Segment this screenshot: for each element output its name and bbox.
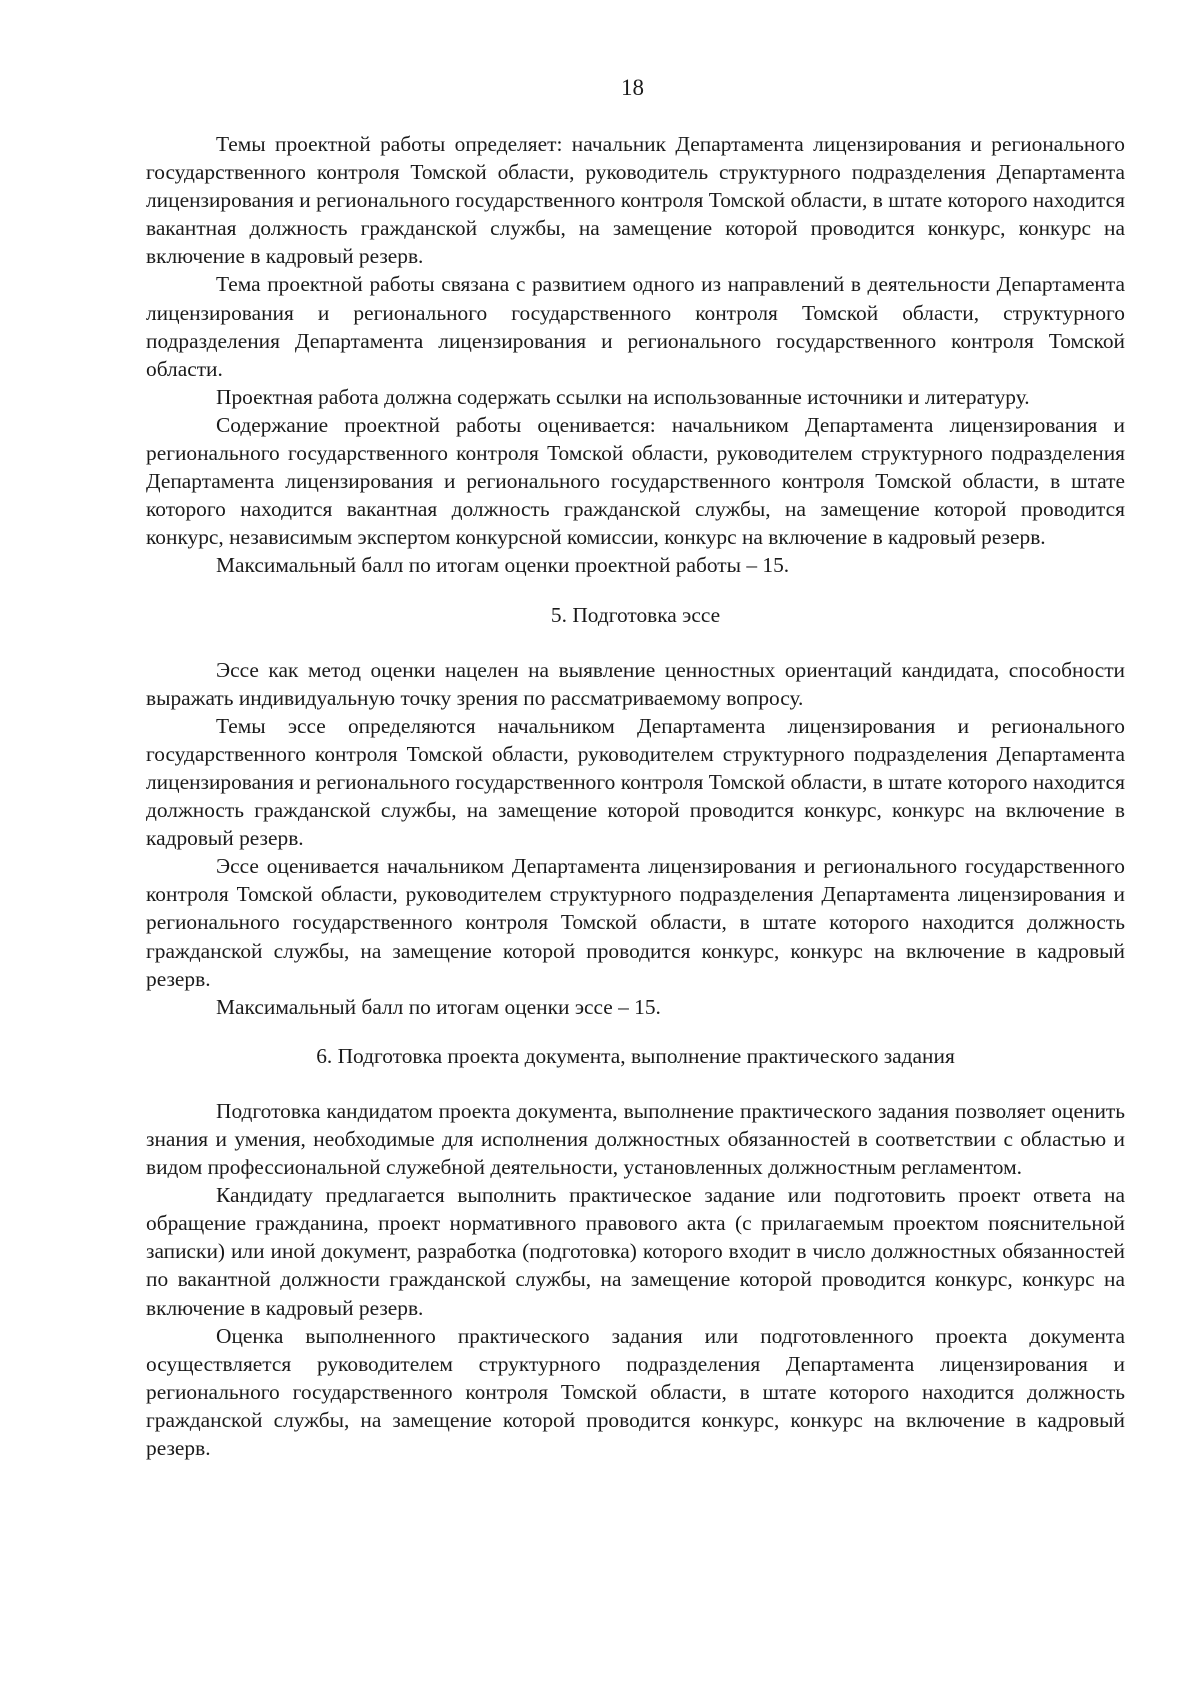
page-number: 18	[621, 75, 644, 100]
paragraph: Максимальный балл по итогам оценки эссе – 15.	[216, 994, 661, 1019]
paragraph: Проектная работа должна содержать ссылки на использованные источники и литературу.	[216, 384, 1030, 409]
paragraph: Содержание проектной работы оценивается: начальником Департамента лицензирования и регионального государственного контроля Томской области, руководителем структурного подразделения Департамента лицензирования и регионального государственного контроля Томской области, в штате которого находится вакантная должность гражданской службы, на замещение которой проводится конкурс, независимым экспертом конкурсной комиссии, конкурс на включение в кадровый резерв.	[146, 412, 1125, 550]
paragraph: Эссе оценивается начальником Департамента лицензирования и регионального государственного контроля Томской области, руководителем структурного подразделения Департамента лицензирования и регионального государственного контроля Томской области, в штате которого находится должность гражданской службы, на замещение которой проводится конкурс, конкурс на включение в кадровый резерв.	[146, 854, 1125, 991]
section-heading-essay: 5. Подготовка эссе	[550, 602, 721, 627]
paragraph: Кандидату предлагается выполнить практическое задание или подготовить проект ответа на обращение гражданина, проект нормативного правового акта (с прилагаемым проектом пояснительной записки) или иной документ, разработка (подготовка) которого входит в число должностных обязанностей по вакантной должности гражданской службы, на замещение которой проводится конкурс, конкурс на включение в кадровый резерв.	[146, 1183, 1125, 1320]
paragraph: Максимальный балл по итогам оценки проектной работы – 15.	[216, 553, 790, 578]
document-body	[146, 130, 1125, 1462]
paragraph: Оценка выполненного практического задания или подготовленного проекта документа осуществляется руководителем структурного подразделения Департамента лицензирования и регионального государственного контроля Томской области, в штате которого находится должность гражданской службы, на замещение которой проводится конкурс, конкурс на включение в кадровый резерв.	[146, 1323, 1125, 1461]
paragraph: Темы эссе определяются начальником Департамента лицензирования и регионального государственного контроля Томской области, руководителем структурного подразделения Департамента лицензирования и регионального государственного контроля Томской области, в штате которого находится должность гражданской службы, на замещение которой проводится конкурс, конкурс на включение в кадровый резерв.	[146, 713, 1125, 851]
paragraph: Темы проектной работы определяет: начальник Департамента лицензирования и регионального государственного контроля Томской области, руководитель структурного подразделения Департамента лицензирования и регионального государственного контроля Томской области, в штате которого находится вакантная должность гражданской службы, на замещение которой проводится конкурс, конкурс на включение в кадровый резерв.	[146, 132, 1125, 269]
paragraph: Тема проектной работы связана с развитием одного из направлений в деятельности Департамента лицензирования и регионального государственного контроля Томской области, структурного подразделения Департамента лицензирования и регионального государственного контроля Томской области.	[146, 272, 1125, 381]
paragraph: Эссе как метод оценки нацелен на выявление ценностных ориентаций кандидата, способности выражать индивидуальную точку зрения по рассматриваемому вопросу.	[146, 657, 1125, 710]
section-heading-practical-task: 6. Подготовка проекта документа, выполнение практического задания	[316, 1043, 955, 1068]
paragraph: Подготовка кандидатом проекта документа, выполнение практического задания позволяет оценить знания и умения, необходимые для исполнения должностных обязанностей в соответствии с областью и видом профессиональной служебной деятельности, установленных должностным регламентом.	[146, 1098, 1125, 1180]
